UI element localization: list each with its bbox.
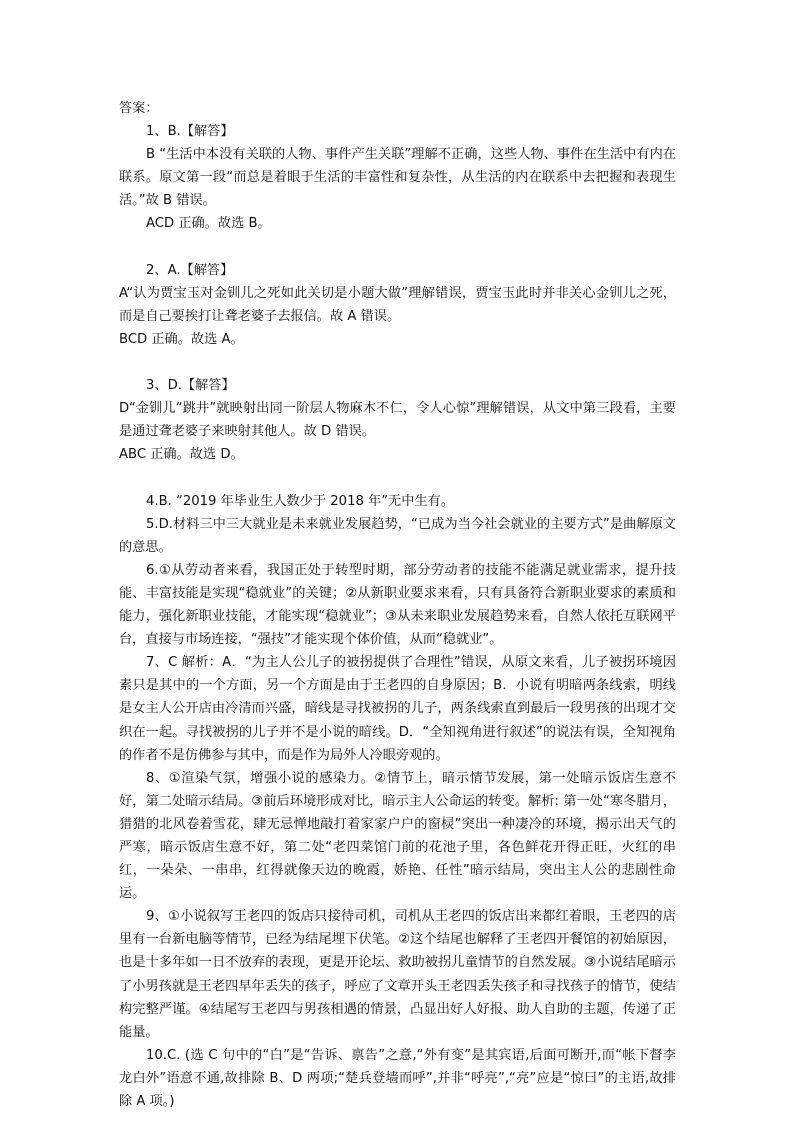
answer-7: 7、C 解析：A．“为主人公儿子的被拐提供了合理性”错误，从原文来看，儿子被拐环境因素只是其中的一个方面，另一个方面是由于王老四的自身原因；B．小说有明暗两条线索，明线是女主人公开店由冷清而兴盛，暗线是寻找被拐的儿子，两条线索直到最后一段男孩的出现才交织在一起。寻找被拐的儿子并不是小说的暗线。D．“全知视角进行叙述”的说法有误，全知视角的作者不是仿佛参与其中，而是作为局外人冷眼旁观的。: [119, 655, 676, 763]
answer-3-explanation: D“金钏儿“跳井”就映射出同一阶层人物麻木不仁，令人心惊”理解错误，从文中第三段看，主要是通过聋老婆子来映射其他人。故 D 错误。: [119, 401, 676, 440]
blank-line: [119, 351, 676, 374]
answer-8: 8、①渲染气氛，增强小说的感染力。②情节上，暗示情节发展，第一处暗示饭店生意不好，第二处暗示结局。③前后环境形成对比，暗示主人公命运的转变。解析: 第一处“寒冬腊月，猎猎的北风卷着雪花，肆无忌惮地敲打着家家户户的窗棂”突出一种凄冷的环境，揭示出天气的严寒，暗示饭店生意不好，第二处“老四菜馆门前的花池子里，各色鲜花开得正旺，火红的串红，一朵朵、一串串，红得就像天边的晚霞，娇艳、任性”暗示结局，突出主人公的悲剧性命运。: [119, 770, 676, 902]
answer-2-title: 2、A.【解答】: [146, 262, 234, 278]
answer-5: 5.D.材料三中三大就业是未来就业发展趋势，“已成为当今社会就业的主要方式”是曲解原文的意思。: [119, 516, 676, 555]
answer-4: 4.B. “2019 年毕业生人数少于 2018 年”无中生有。: [146, 493, 454, 509]
answer-3-conclusion: ABC 正确。故选 D。: [119, 447, 244, 463]
answer-2-conclusion: BCD 正确。故选 A。: [119, 331, 244, 347]
answer-heading: 答案：: [119, 101, 159, 116]
answer-6: 6.①从劳动者来看，我国正处于转型时期，部分劳动者的技能不能满足就业需求，提升技能、丰富技能是实现“稳就业”的关键；②从新职业要求来看，只有具备符合新职业要求的素质和能力，强化新职业技能，才能实现“稳就业”；③从未来职业发展趋势来看，自然人依托互联网平台，直接与市场连接，“强技”才能实现个体价值，从而“稳就业”。: [119, 562, 676, 648]
answer-3-title: 3、D.【解答】: [146, 378, 235, 394]
answer-9: 9、①小说叙写王老四的饭店只接待司机，司机从王老四的饭店出来都红着眼，王老四的店里有一台新电脑等情节，已经为结尾埋下伏笔。②这个结尾也解释了王老四开餐馆的初始原因，也是十多年如一日不放弃的表现，更是开论坛、救助被拐儿童情节的自然发展。③小说结尾暗示了小男孩就是王老四早年丢失的孩子，呼应了文章开头王老四丢失孩子和寻找孩子的情节，使结构完整严谨。④结尾写王老四与男孩相遇的情景，凸显出好人好报、助人自助的主题，传递了正能量。: [119, 909, 676, 1040]
answer-1-conclusion: ACD 正确。故选 B。: [146, 216, 271, 232]
answer-1-title: 1、B.【解答】: [146, 124, 234, 140]
answer-10: 10.C. (选 C 句中的“白”是“告诉、禀告”之意,“外有变”是其宾语,后面可断开,而“帐下督李龙白外”语意不通,故排除 B、D 两项;“楚兵登墙而呼”,并非“呼亮”,“亮”应是“惊曰”的主语,故排除 A 项。): [119, 1047, 676, 1110]
answer-2-explanation: A“认为贾宝玉对金钏儿之死如此关切是小题大做”理解错误，贾宝玉此时并非关心金钏儿之死，而是自己要挨打让聋老婆子去报信。故 A 错误。: [119, 285, 676, 324]
blank-line: [119, 467, 676, 490]
blank-line: [119, 236, 676, 259]
answer-1-explanation: B “生活中本没有关联的人物、事件产生关联”理解不正确，这些人物、事件在生活中有内在联系。原文第一段“而总是着眼于生活的丰富性和复杂性，从生活的内在联系中去把握和表现生活。”故 B 错误。: [119, 147, 676, 209]
